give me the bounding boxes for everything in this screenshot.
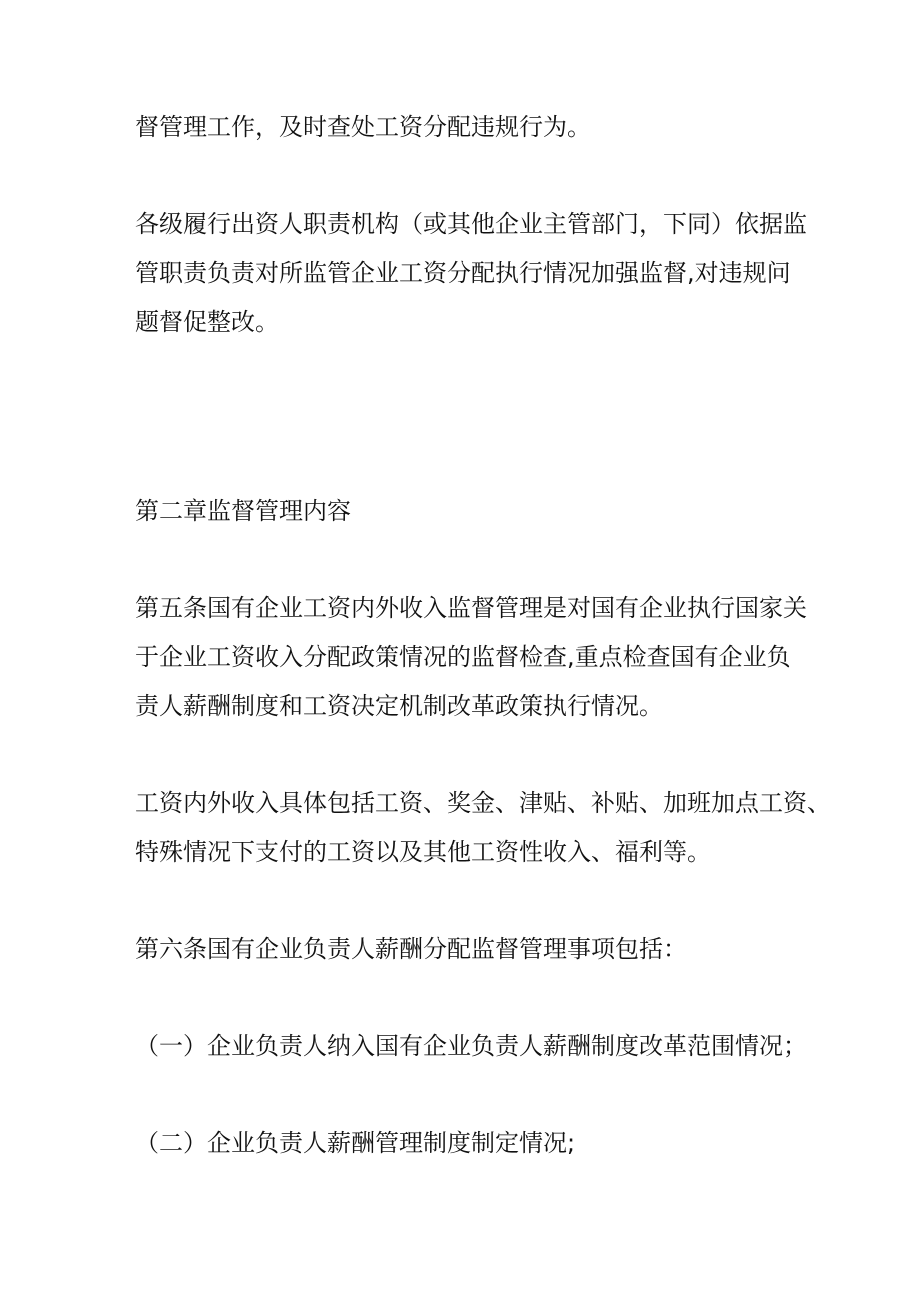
- paragraph-1-line-1: 督管理工作，及时查处工资分配违规行为。: [135, 113, 591, 141]
- paragraph-2-line-2: 管职责负责对所监管企业工资分配执行情况加强监督,对违规问: [135, 259, 791, 287]
- paragraph-4-line-2: 特殊情况下支付的工资以及其他工资性收入、福利等。: [135, 838, 711, 866]
- paragraph-3-line-2: 于企业工资收入分配政策情况的监督检查,重点检查国有企业负: [135, 643, 791, 671]
- paragraph-3-line-1: 第五条国有企业工资内外收入监督管理是对国有企业执行国家关: [135, 594, 807, 622]
- paragraph-5-line-1: 第六条国有企业负责人薪酬分配监督管理事项包括：: [135, 935, 687, 963]
- list-item-2: （二）企业负责人薪酬管理制度制定情况;: [135, 1129, 576, 1157]
- paragraph-4-line-1: 工资内外收入具体包括工资、奖金、津贴、补贴、加班加点工资、: [135, 789, 831, 817]
- chapter-heading: 第二章监督管理内容: [135, 497, 351, 525]
- paragraph-3-line-3: 责人薪酬制度和工资决定机制改革政策执行情况。: [135, 692, 663, 720]
- paragraph-2-line-1: 各级履行出资人职责机构（或其他企业主管部门，下同）依据监: [135, 210, 807, 238]
- list-item-1: （一）企业负责人纳入国有企业负责人薪酬制度改革范围情况；: [135, 1032, 807, 1060]
- paragraph-2-line-3: 题督促整改。: [135, 308, 279, 336]
